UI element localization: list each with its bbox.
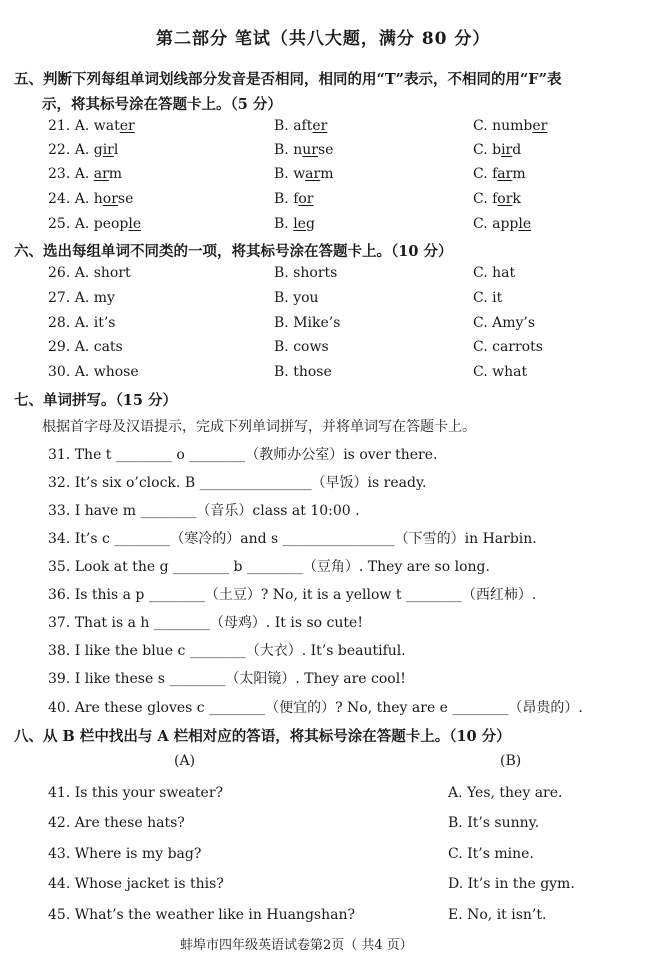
question-33: 33. I have m ________（音乐）class at 10:00 .: [48, 503, 360, 519]
question-30-option-a: 30. A. whose: [48, 364, 139, 380]
question-22-option-a: 22. A. girl: [48, 142, 119, 158]
answer-b: B. It’s sunny.: [448, 815, 540, 831]
question-28-option-c: C. Amy’s: [473, 315, 536, 331]
question-30-option-c: C. what: [473, 364, 528, 380]
question-29-option-c: C. carrots: [473, 339, 543, 355]
column-b-label: (B): [500, 753, 522, 769]
section-7-heading: 七、单词拼写。（15 分）: [14, 392, 177, 409]
question-39: 39. I like these s ________（太阳镜）. They are cool!: [48, 671, 406, 687]
section-5-heading: 五、判断下列每组单词划线部分发音是否相同，相同的用“T”表示，不相同的用“F”表: [14, 71, 562, 88]
answer-d: D. It’s in the gym.: [448, 876, 575, 892]
question-34: 34. It’s c ________（寒冷的）and s ________________（下雪的）in Harbin.: [48, 531, 537, 547]
question-24-option-a: 24. A. horse: [48, 191, 134, 207]
question-23-option-a: 23. A. arm: [48, 166, 123, 182]
question-44: 44. Whose jacket is this?: [48, 876, 224, 892]
question-21-option-b: B. after: [274, 118, 328, 134]
question-35: 35. Look at the g ________ b ________（豆角）. They are so long.: [48, 559, 490, 575]
question-26-option-b: B. shorts: [274, 265, 338, 281]
question-40: 40. Are these gloves c ________（便宜的）? No, they are e ________（昂贵的）.: [48, 700, 583, 716]
question-23-option-c: C. farm: [473, 166, 526, 182]
question-32: 32. It’s six o’clock. B ________________（早饭）is ready.: [48, 475, 427, 491]
question-28-option-a: 28. A. it’s: [48, 315, 116, 331]
question-31: 31. The t ________ o ________（教师办公室）is over there.: [48, 447, 438, 463]
question-24-option-b: B. for: [274, 191, 314, 207]
question-28-option-b: B. Mike’s: [274, 315, 341, 331]
question-22-option-b: B. nurse: [274, 142, 334, 158]
answer-e: E. No, it isn’t.: [448, 907, 547, 923]
question-21-option-c: C. number: [473, 118, 548, 134]
question-27-option-c: C. it: [473, 290, 503, 306]
page-title: 第二部分 笔试（共八大题，满分 80 分）: [156, 29, 491, 49]
question-27-option-b: B. you: [274, 290, 319, 306]
question-43: 43. Where is my bag?: [48, 846, 202, 862]
question-36: 36. Is this a p ________（土豆）? No, it is a yellow t ________（西红柿）.: [48, 587, 537, 603]
question-25-option-a: 25. A. people: [48, 216, 142, 232]
question-25-option-c: C. apple: [473, 216, 532, 232]
question-29-option-a: 29. A. cats: [48, 339, 123, 355]
question-22-option-c: C. bird: [473, 142, 522, 158]
page-footer: 蚌埠市四年级英语试卷第2页（ 共4 页）: [180, 938, 413, 953]
question-23-option-b: B. warm: [274, 166, 334, 182]
question-26-option-a: 26. A. short: [48, 265, 131, 281]
question-37: 37. That is a h ________（母鸡）. It is so cute!: [48, 615, 363, 631]
question-38: 38. I like the blue c ________（大衣）. It’s beautiful.: [48, 643, 406, 659]
question-41: 41. Is this your sweater?: [48, 785, 224, 801]
question-45: 45. What’s the weather like in Huangshan?: [48, 907, 355, 923]
question-25-option-b: B. leg: [274, 216, 315, 232]
question-42: 42. Are these hats?: [48, 815, 185, 831]
question-26-option-c: C. hat: [473, 265, 516, 281]
column-a-label: (A): [174, 753, 196, 769]
question-27-option-a: 27. A. my: [48, 290, 115, 306]
section-5-heading-cont: 示，将其标号涂在答题卡上。（5 分）: [42, 96, 282, 113]
answer-c: C. It’s mine.: [448, 846, 534, 862]
section-8-heading: 八、从 B 栏中找出与 A 栏相对应的答语，将其标号涂在答题卡上。（10 分）: [14, 728, 511, 745]
section-7-instructions: 根据首字母及汉语提示，完成下列单词拼写，并将单词写在答题卡上。: [42, 419, 476, 435]
question-30-option-b: B. those: [274, 364, 332, 380]
answer-a: A. Yes, they are.: [448, 785, 563, 801]
question-24-option-c: C. fork: [473, 191, 521, 207]
question-29-option-b: B. cows: [274, 339, 329, 355]
question-21-option-a: 21. A. water: [48, 118, 135, 134]
section-6-heading: 六、选出每组单词不同类的一项，将其标号涂在答题卡上。（10 分）: [14, 243, 453, 260]
